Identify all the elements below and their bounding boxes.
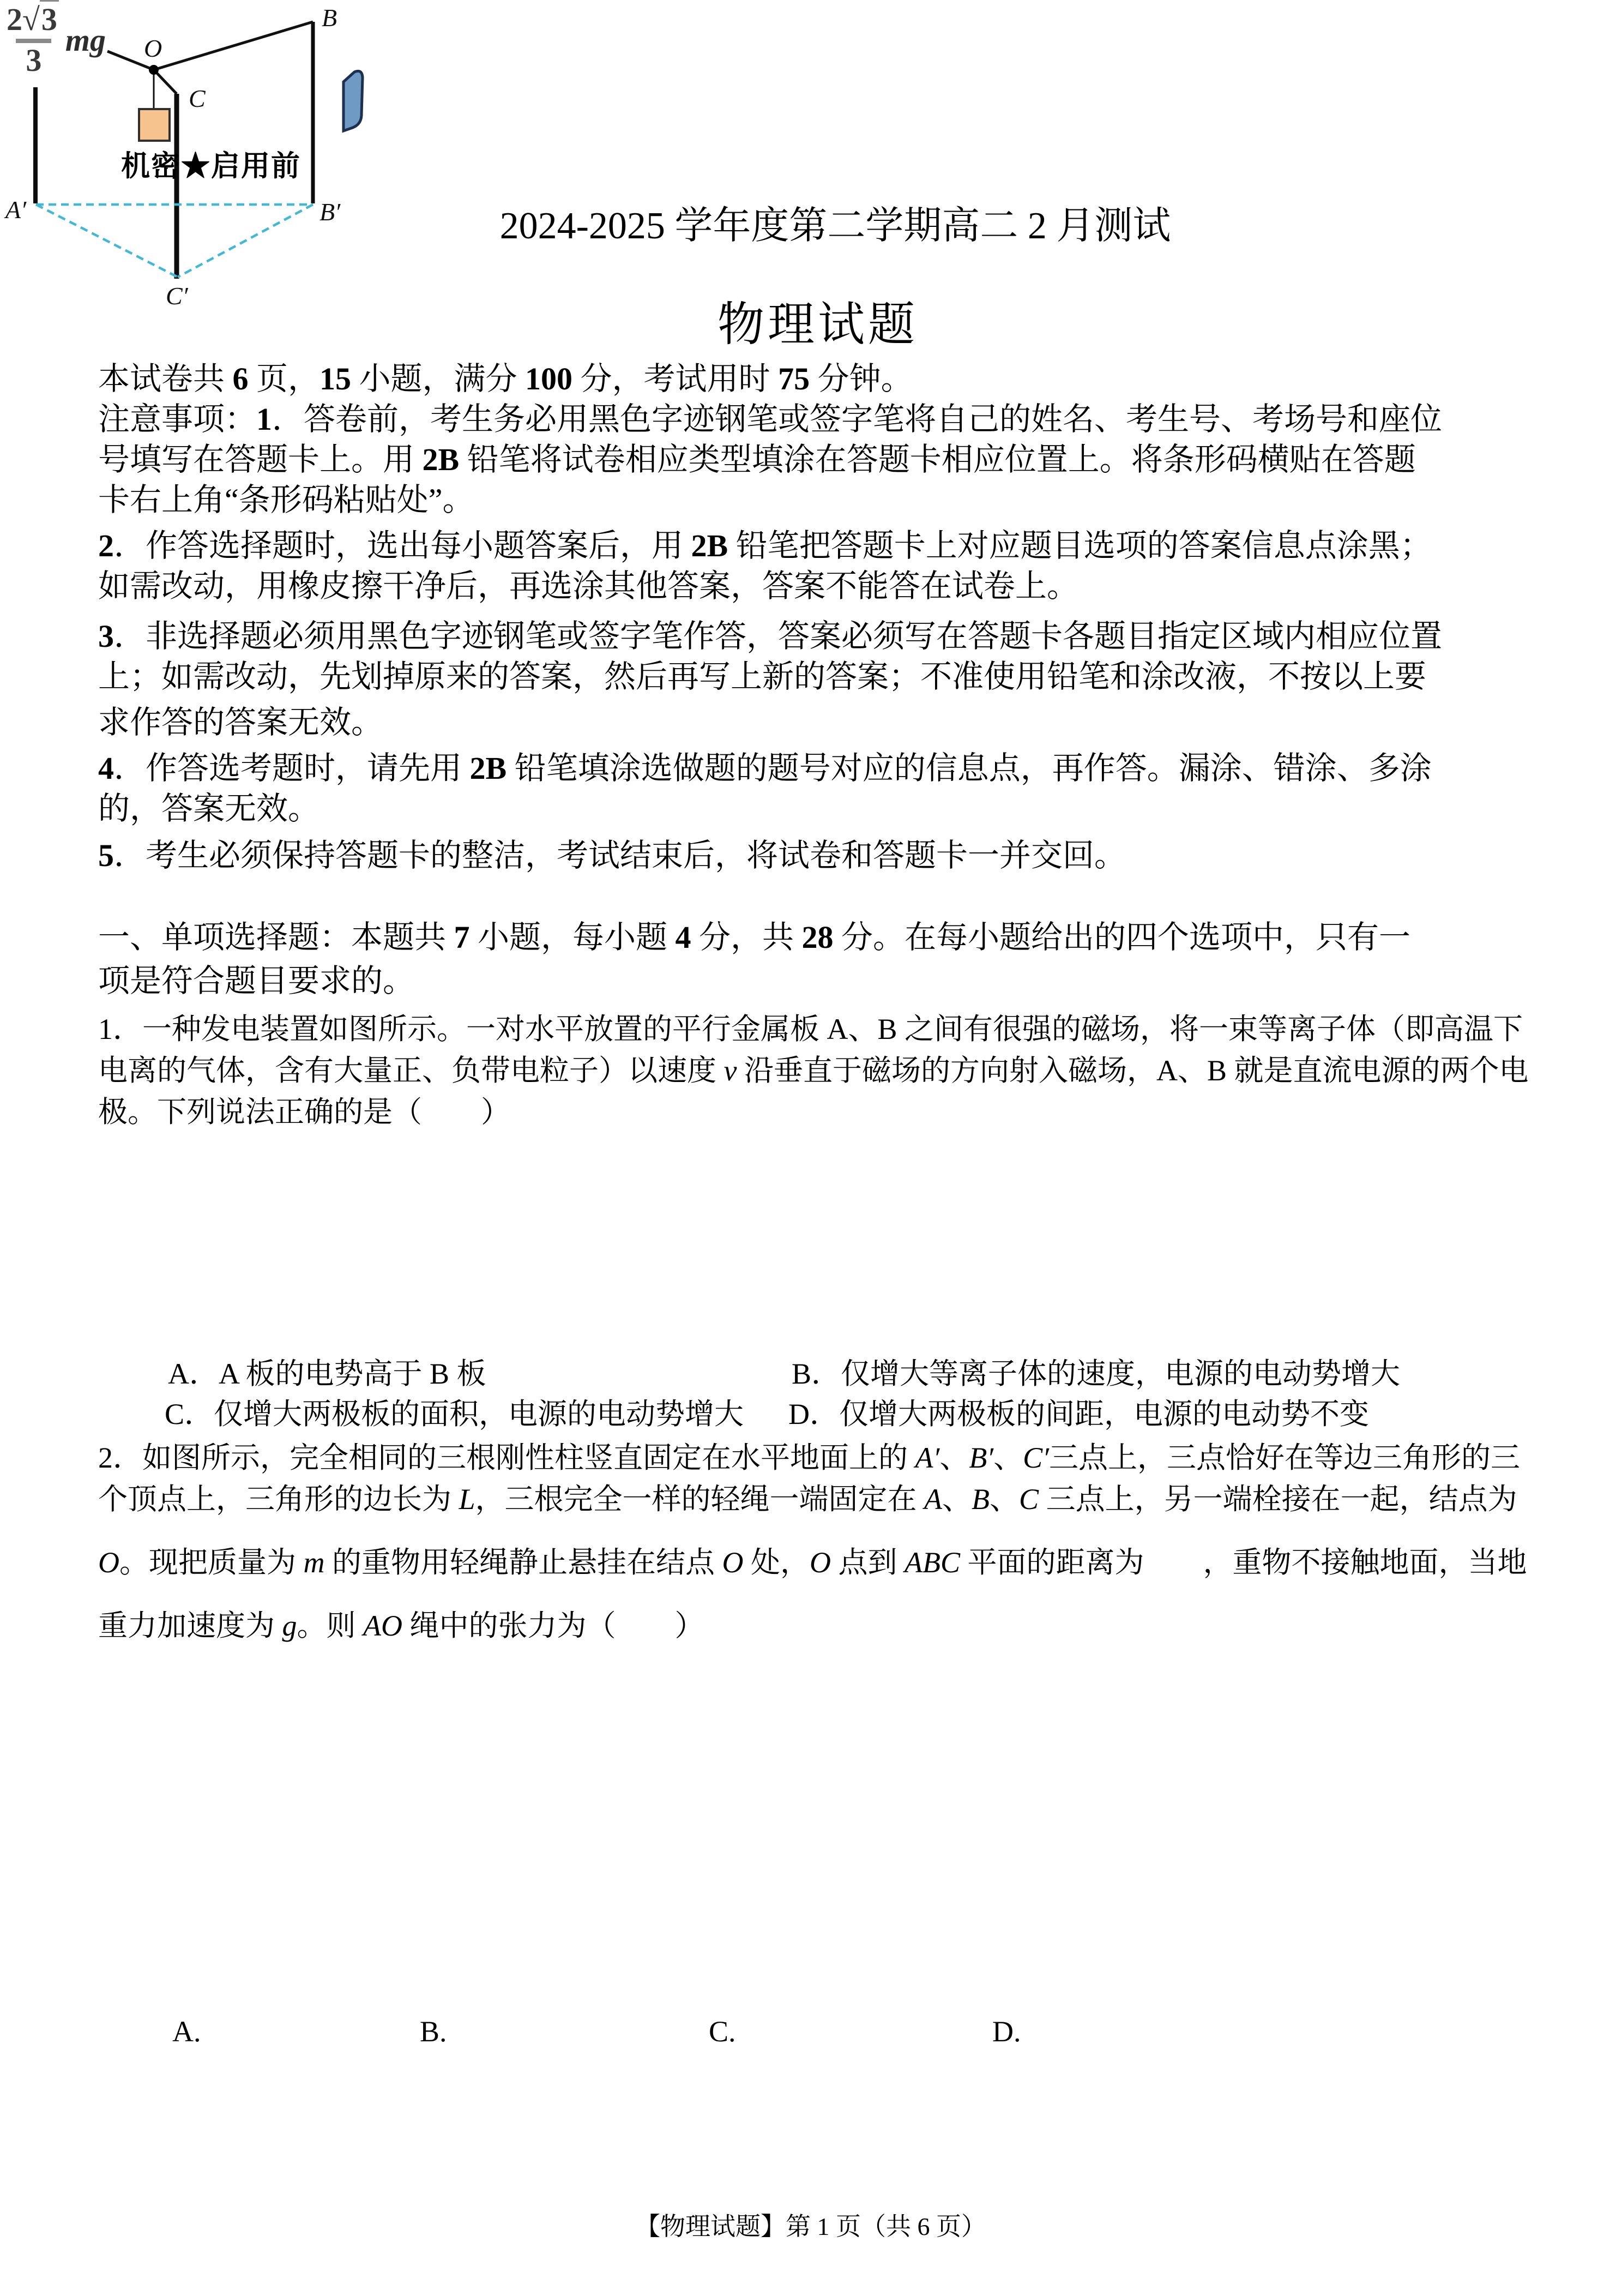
blue-figure-fragment: [343, 71, 363, 131]
q2-option-letter-c: C.: [709, 2015, 736, 2048]
q2-line-1: 2．如图所示，完全相同的三根刚性柱竖直固定在水平地面上的 A′、B′、C′三点上，三点恰好在等边三角形的三: [98, 1441, 1520, 1474]
label-b-prime: B′: [319, 198, 341, 226]
confidential-stamp: 机密★启用前: [121, 151, 301, 182]
notice-2-line-1: 2．作答选择题时，选出每小题答案后，用 2B 铅笔把答题卡上对应题目选项的答案信息点涂黑；: [98, 528, 1432, 563]
fraction-denominator: 3: [16, 39, 51, 77]
q2-option-letter-b: B.: [420, 2015, 447, 2048]
rope-tension-formula: [5, 3, 106, 77]
weight-block: [139, 109, 170, 141]
q2-option-letter-a: A.: [172, 2015, 201, 2048]
rope-oc: [154, 70, 177, 94]
q1-line-2: 电离的气体，含有大量正、负带电粒子）以速度 v 沿垂直于磁场的方向射入磁场，A、B 就是直流电源的两个电: [98, 1054, 1529, 1087]
notice-3-line-2: 上；如需改动，先划掉原来的答案，然后再写上新的答案；不准使用铅笔和涂改液，不按以上要: [98, 659, 1427, 694]
q2-line-3: O。现把质量为 m 的重物用轻绳静止悬挂在结点 O 处，O 点到 ABC 平面的距离为 ，重物不接触地面，当地: [98, 1546, 1527, 1579]
rope-ob: [154, 22, 313, 70]
notice-5-line-1: 5．考生必须保持答题卡的整洁，考试结束后，将试卷和答题卡一并交回。: [98, 838, 1126, 873]
notice-1-line-1: 注意事项：1．答卷前，考生务必用黑色字迹钢笔或签字笔将自己的姓名、考生号、考场号和座位: [98, 401, 1443, 437]
exam-subtitle: 物理试题: [717, 298, 918, 351]
fraction: [5, 3, 62, 77]
q1-option-a: A．A 板的电势高于 B 板: [168, 1357, 486, 1390]
notice-2-line-2: 如需改动，用橡皮擦干净后，再选涂其他答案，答案不能答在试卷上。: [98, 568, 1079, 604]
q2-option-letter-d: D.: [992, 2015, 1021, 2048]
dashed-edge-bc: [178, 205, 313, 277]
notice-4-line-2: 的，答案无效。: [98, 791, 320, 826]
label-o: O: [144, 34, 162, 62]
notice-1-line-2: 号填写在答题卡上。用 2B 铅笔将试卷相应类型填涂在答题卡相应位置上。将条形码横贴在答题: [98, 442, 1416, 477]
notice-4-line-1: 4．作答选考题时，请先用 2B 铅笔填涂选做题的题号对应的信息点，再作答。漏涂、错涂、多涂: [98, 750, 1432, 786]
q1-line-3: 极。下列说法正确的是（ ）: [98, 1096, 510, 1128]
q1-option-c: C．仅增大两极板的面积，电源的电动势增大: [165, 1398, 744, 1431]
q1-option-d: D．仅增大两极板的间距，电源的电动势不变: [788, 1398, 1369, 1431]
exam-title: 2024-2025 学年度第二学期高二 2 月测试: [499, 205, 1171, 247]
q1-option-b: B．仅增大等离子体的速度，电源的电动势增大: [792, 1357, 1401, 1390]
formula-mg: mg: [65, 22, 106, 58]
label-b: B: [322, 4, 337, 32]
q2-line-4: 重力加速度为 g。则 AO 绳中的张力为（ ）: [98, 1609, 704, 1642]
knot-dot: [149, 65, 159, 75]
page-footer: 【物理试题】第 1 页（共 6 页）: [635, 2213, 986, 2240]
dashed-edge-ac: [36, 205, 178, 277]
label-c: C: [189, 85, 206, 112]
fraction-numerator: 2√3: [5, 3, 62, 39]
notice-3-line-3: 求作答的答案无效。: [98, 705, 383, 740]
label-a-prime: A′: [5, 196, 27, 224]
label-c-prime: C′: [166, 282, 188, 310]
q2-line-2: 个顶点上，三角形的边长为 L，三根完全一样的轻绳一端固定在 A、B、C 三点上，另一端栓接在一起，结点为: [98, 1483, 1517, 1516]
section-1-heading-line-1: 一、单项选择题：本题共 7 小题，每小题 4 分，共 28 分。在每小题给出的四个选项中，只有一: [98, 919, 1411, 955]
section-1-heading-line-2: 项是符合题目要求的。: [98, 963, 415, 999]
notice-3-line-1: 3．非选择题必须用黑色字迹钢笔或签字笔作答，答案必须写在答题卡各题目指定区域内相应位置: [98, 618, 1443, 654]
notice-1-line-3: 卡右上角“条形码粘贴处”。: [98, 482, 474, 518]
intro-summary: 本试卷共 6 页，15 小题，满分 100 分，考试用时 75 分钟。: [98, 361, 913, 396]
q1-line-1: 1．一种发电装置如图所示。一对水平放置的平行金属板 A、B 之间有很强的磁场，将一束等离子体（即高温下: [98, 1013, 1523, 1045]
